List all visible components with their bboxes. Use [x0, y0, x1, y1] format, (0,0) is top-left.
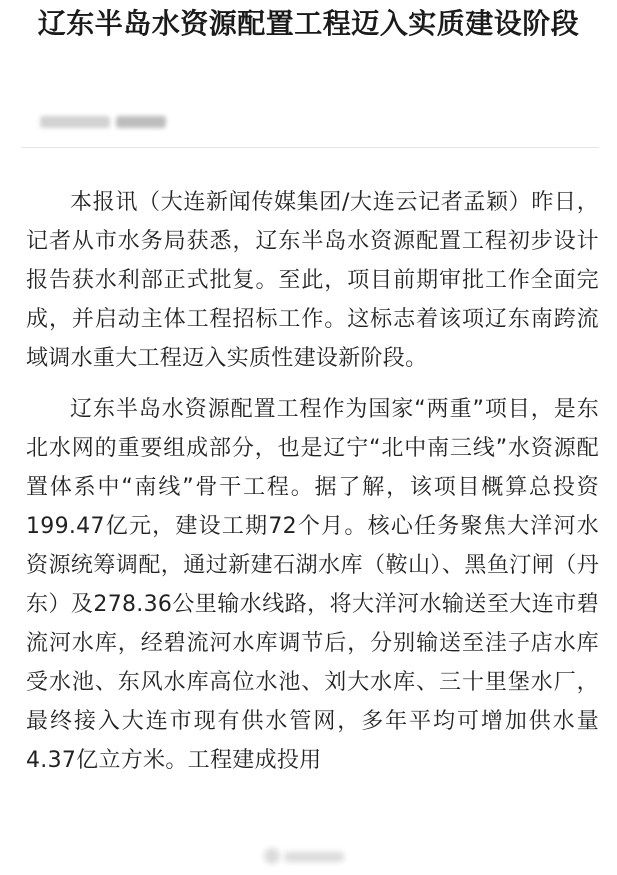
article-body [26, 183, 599, 792]
blurred-source [40, 116, 110, 128]
divider [22, 147, 599, 148]
blurred-date [116, 116, 166, 128]
article-meta-blurred [40, 108, 240, 130]
paragraph-1: 本报讯（大连新闻传媒集团/大连云记者孟颖）昨日，记者从市水务局获悉，辽东半岛水资源配置工程初步设计报告获水利部正式批复。至此，项目前期审批工作全面完成，并启动主体工程招标工作。这标志着该项辽东南跨流域调水重大工程迈入实质性建设新阶段。 [26, 190, 599, 371]
article-title: 辽东半岛水资源配置工程迈入实质建设阶段 [37, 7, 580, 40]
watermark-logo [260, 842, 350, 870]
paragraph-2: 辽东半岛水资源配置工程作为国家“两重”项目，是东北水网的重要组成部分，也是辽宁“北中南三线”水资源配置体系中“南线”骨干工程。据了解，该项目概算总投资199.47亿元，建设工期72个月。核心任务聚焦大洋河水资源统筹调配，通过新建石湖水库（鞍山）、黑鱼汀闸（丹东）及278.36公里输水线路，将大洋河水输送至大连市碧流河水库，经碧流河水库调节后，分别输送至洼子店水库受水池、东风水库高位水池、刘大水库、三十里堡水厂，最终接入大连市现有供水管网，多年平均可增加供水量4.37亿立方米。工程建成投用 [26, 397, 599, 773]
